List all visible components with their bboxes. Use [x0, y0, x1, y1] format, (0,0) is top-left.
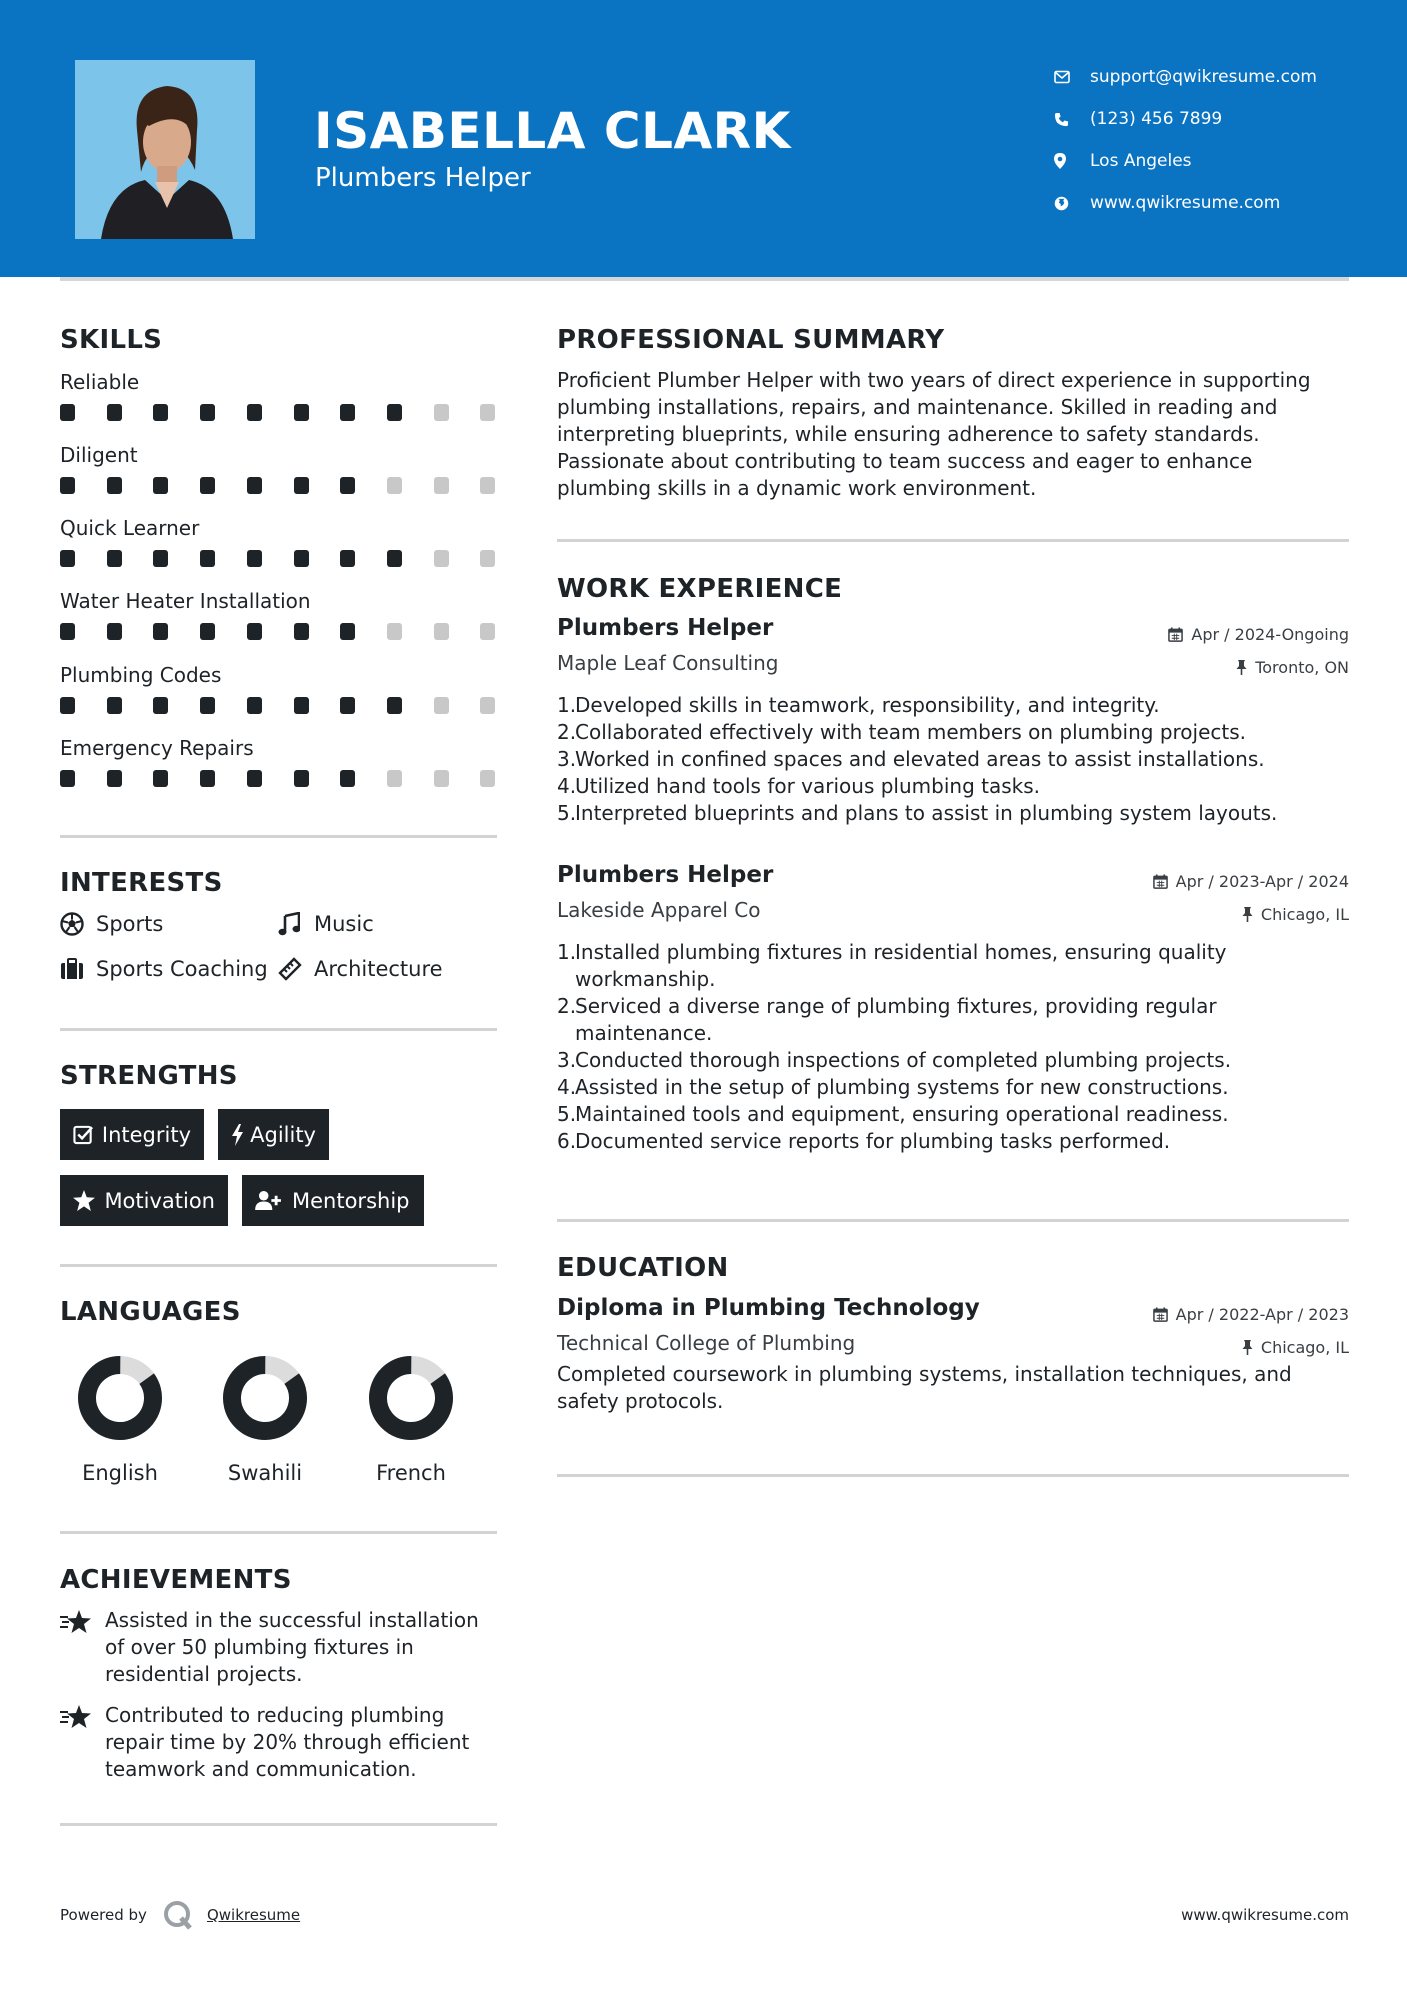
strengths-title: STRENGTHS — [60, 1061, 238, 1091]
skill-name: Quick Learner — [60, 516, 200, 540]
skill-dot-empty — [434, 404, 449, 421]
skill-dot-empty — [434, 770, 449, 787]
section-divider — [60, 1531, 497, 1534]
resume-header — [0, 0, 1407, 277]
skill-dot-filled — [294, 770, 309, 787]
contact-location-text: Los Angeles — [1090, 151, 1192, 171]
qwikresume-logo-icon — [163, 1900, 193, 1930]
skill-dot-filled — [107, 477, 122, 494]
checkbox-icon — [73, 1124, 102, 1145]
skill-dot-filled — [200, 550, 215, 567]
skill-rating — [60, 477, 500, 499]
achievement-text: Contributed to reducing plumbing repair time by 20% through efficient teamwork and communication. — [105, 1703, 470, 1781]
skill-dot-filled — [153, 477, 168, 494]
experience-title: WORK EXPERIENCE — [557, 574, 843, 604]
skill-dot-filled — [107, 770, 122, 787]
music-note-icon — [278, 912, 314, 936]
strength-label: Mentorship — [292, 1188, 410, 1213]
header-divider — [60, 277, 1349, 281]
briefcase-icon — [60, 958, 96, 980]
job-task: 4. Assisted in the setup of plumbing systems for new constructions. — [557, 1075, 1229, 1099]
job-title: Plumbers Helper — [557, 615, 774, 641]
skill-dot-filled — [340, 770, 355, 787]
skill-dot-filled — [107, 550, 122, 567]
section-divider — [557, 539, 1349, 542]
skill-dot-empty — [434, 477, 449, 494]
section-divider — [557, 1219, 1349, 1222]
powered-by-text: Powered by — [60, 1906, 147, 1924]
skill-dot-filled — [60, 404, 75, 421]
skill-dot-filled — [340, 477, 355, 494]
skill-dot-empty — [480, 477, 495, 494]
skill-dot-filled — [247, 623, 262, 640]
education-title: EDUCATION — [557, 1253, 729, 1283]
interest-label: Sports Coaching — [96, 957, 268, 981]
strength-badge — [218, 1109, 329, 1160]
pushpin-icon — [1236, 660, 1247, 675]
interest-item — [60, 912, 163, 936]
skill-dot-filled — [60, 477, 75, 494]
skill-dot-filled — [294, 550, 309, 567]
strength-label: Integrity — [101, 1122, 191, 1147]
user-plus-icon — [255, 1190, 292, 1211]
job-date — [1153, 872, 1349, 891]
skill-name: Emergency Repairs — [60, 736, 254, 760]
strength-badge — [60, 1175, 228, 1226]
star-icon — [73, 1190, 104, 1211]
soccer-ball-icon — [60, 912, 96, 936]
section-divider — [557, 1474, 1349, 1477]
education-degree: Diploma in Plumbing Technology — [557, 1295, 980, 1321]
section-divider — [60, 1264, 497, 1267]
strength-badge — [60, 1109, 204, 1160]
job-task-text: Collaborated effectively with team members on plumbing projects. — [575, 720, 1247, 744]
skill-dot-filled — [247, 404, 262, 421]
skills-title: SKILLS — [60, 325, 163, 355]
job-entry — [557, 615, 1349, 825]
education-location — [1242, 1338, 1349, 1357]
job-task-text: Conducted thorough inspections of completed plumbing projects. — [575, 1048, 1232, 1072]
skill-rating — [60, 697, 500, 719]
skill-dot-filled — [153, 770, 168, 787]
contact-email[interactable] — [1054, 56, 1374, 98]
languages-title: LANGUAGES — [60, 1297, 241, 1327]
contact-phone[interactable] — [1054, 98, 1374, 140]
skill-dot-filled — [153, 623, 168, 640]
map-marker-icon — [1054, 153, 1090, 169]
skill-dot-empty — [480, 623, 495, 640]
language-name: Swahili — [227, 1461, 303, 1485]
skill-dot-filled — [107, 404, 122, 421]
contact-location — [1054, 140, 1374, 182]
footer-powered-by — [60, 1900, 300, 1930]
skill-item — [60, 516, 500, 572]
job-task: 6. Documented service reports for plumbing tasks performed. — [557, 1129, 1171, 1153]
contact-phone-text: (123) 456 7899 — [1090, 109, 1223, 129]
achievement-text: Assisted in the successful installation of over 50 plumbing fixtures in residential projects. — [105, 1608, 479, 1686]
job-task-text: Utilized hand tools for various plumbing tasks. — [575, 774, 1040, 798]
job-location-text: Chicago, IL — [1260, 905, 1349, 924]
job-task: 3. Worked in confined spaces and elevated areas to assist installations. — [557, 747, 1265, 771]
skill-name: Reliable — [60, 370, 140, 394]
strength-label: Agility — [250, 1122, 316, 1147]
interests-title: INTERESTS — [60, 868, 223, 898]
skill-dot-filled — [387, 550, 402, 567]
skill-dot-filled — [60, 697, 75, 714]
skill-name: Diligent — [60, 443, 138, 467]
job-task-text: Serviced a diverse range of plumbing fixtures, providing regular maintenance. — [575, 994, 1217, 1045]
education-date-text: Apr / 2022-Apr / 2023 — [1175, 1305, 1349, 1324]
job-task-text: Worked in confined spaces and elevated areas to assist installations. — [575, 747, 1265, 771]
skill-rating — [60, 404, 500, 426]
job-task-list — [557, 692, 1349, 827]
job-task-text: Installed plumbing fixtures in residential homes, ensuring quality workmanship. — [575, 940, 1227, 991]
language-item — [205, 1353, 325, 1485]
calendar-icon — [1168, 627, 1183, 642]
skill-name: Plumbing Codes — [60, 663, 222, 687]
section-divider — [60, 1028, 497, 1031]
pencil-ruler-icon — [278, 957, 314, 981]
skill-dot-filled — [200, 477, 215, 494]
job-task-text: Developed skills in teamwork, responsibility, and integrity. — [575, 693, 1160, 717]
job-date-text: Apr / 2024-Ongoing — [1191, 625, 1349, 644]
skill-item — [60, 663, 500, 719]
skill-dot-filled — [200, 404, 215, 421]
skill-dot-filled — [294, 697, 309, 714]
skill-dot-empty — [434, 550, 449, 567]
skill-rating — [60, 550, 500, 572]
interest-label: Sports — [96, 912, 164, 936]
qwikresume-link[interactable]: Qwikresume — [206, 1906, 301, 1924]
skill-dot-empty — [480, 697, 495, 714]
skill-item — [60, 589, 500, 645]
skill-dot-filled — [153, 404, 168, 421]
language-name: English — [82, 1461, 158, 1485]
job-title: Plumbers Helper — [557, 862, 774, 888]
skill-dot-filled — [247, 550, 262, 567]
interest-label: Architecture — [314, 957, 443, 981]
job-task-list — [557, 939, 1317, 1155]
skill-item — [60, 370, 500, 426]
job-task: 3. Conducted thorough inspections of completed plumbing projects. — [557, 1048, 1232, 1072]
candidate-name: ISABELLA CLARK — [314, 102, 791, 160]
interest-item — [60, 957, 268, 981]
skill-dot-filled — [107, 623, 122, 640]
skill-dot-filled — [294, 404, 309, 421]
envelope-icon — [1054, 70, 1090, 84]
interest-label: Music — [314, 912, 374, 936]
job-company: Lakeside Apparel Co — [557, 898, 761, 922]
skill-dot-empty — [480, 550, 495, 567]
language-item — [351, 1353, 471, 1485]
skill-dot-filled — [200, 697, 215, 714]
star-trophy-icon — [60, 1607, 105, 1688]
job-company: Maple Leaf Consulting — [557, 651, 779, 675]
education-entry — [557, 1295, 1349, 1435]
job-location-text: Toronto, ON — [1255, 658, 1349, 677]
globe-icon — [1054, 196, 1090, 211]
calendar-icon — [1153, 1307, 1168, 1322]
skill-dot-filled — [247, 477, 262, 494]
pushpin-icon — [1242, 907, 1253, 922]
skill-dot-filled — [247, 770, 262, 787]
interest-item — [278, 912, 374, 936]
job-task: 1. Developed skills in teamwork, responsibility, and integrity. — [557, 693, 1160, 717]
summary-text: Proficient Plumber Helper with two years of direct experience in supporting plumbing installations, repairs, and maintenance. Skilled in reading and interpreting blueprints, while ensuring adherence to safety standards. Passionate about contributing to team success and eager to enhance plumbing skills in a dynamic work environment. — [557, 368, 1311, 500]
section-divider — [60, 1823, 497, 1826]
skill-dot-empty — [434, 697, 449, 714]
skill-rating — [60, 770, 500, 792]
job-task-text: Maintained tools and equipment, ensuring operational readiness. — [575, 1102, 1229, 1126]
phone-icon — [1054, 112, 1090, 127]
skill-dot-filled — [153, 550, 168, 567]
section-divider — [60, 835, 497, 838]
job-task: 2. Serviced a diverse range of plumbing fixtures, providing regular maintenance. — [557, 994, 1217, 1045]
job-task: 1. Installed plumbing fixtures in residential homes, ensuring quality workmanship. — [557, 940, 1227, 991]
education-date — [1153, 1305, 1349, 1324]
summary-title: PROFESSIONAL SUMMARY — [557, 325, 945, 355]
skill-rating — [60, 623, 500, 645]
skill-dot-filled — [200, 623, 215, 640]
job-task-text: Documented service reports for plumbing tasks performed. — [575, 1129, 1171, 1153]
skill-name: Water Heater Installation — [60, 589, 311, 613]
job-entry — [557, 862, 1349, 1162]
skill-dot-filled — [294, 477, 309, 494]
star-trophy-icon — [60, 1702, 105, 1783]
job-task: 2. Collaborated effectively with team members on plumbing projects. — [557, 720, 1247, 744]
contact-website[interactable] — [1054, 182, 1374, 224]
profile-photo — [75, 60, 255, 239]
strength-badge — [242, 1175, 424, 1226]
job-date-text: Apr / 2023-Apr / 2024 — [1175, 872, 1349, 891]
skill-dot-empty — [480, 770, 495, 787]
skill-dot-filled — [387, 404, 402, 421]
skill-dot-filled — [200, 770, 215, 787]
language-name: French — [376, 1461, 446, 1485]
skill-dot-filled — [340, 697, 355, 714]
skill-dot-empty — [434, 623, 449, 640]
pushpin-icon — [1242, 1340, 1253, 1355]
language-donut — [75, 1353, 165, 1443]
job-task: 5. Maintained tools and equipment, ensuring operational readiness. — [557, 1102, 1229, 1126]
interest-item — [278, 957, 443, 981]
job-location — [1242, 905, 1349, 924]
skill-dot-empty — [387, 477, 402, 494]
skill-dot-filled — [340, 404, 355, 421]
skill-dot-empty — [480, 404, 495, 421]
language-item — [60, 1353, 180, 1485]
job-task: 5. Interpreted blueprints and plans to assist in plumbing system layouts. — [557, 801, 1278, 825]
skill-dot-filled — [387, 697, 402, 714]
strength-label: Motivation — [104, 1188, 215, 1213]
skill-dot-filled — [340, 550, 355, 567]
candidate-role: Plumbers Helper — [315, 163, 531, 193]
skill-dot-filled — [340, 623, 355, 640]
language-donut — [220, 1353, 310, 1443]
contact-website-text: www.qwikresume.com — [1090, 193, 1281, 213]
skill-dot-filled — [247, 697, 262, 714]
skill-dot-filled — [60, 623, 75, 640]
skill-dot-filled — [294, 623, 309, 640]
footer-website[interactable]: www.qwikresume.com — [1181, 1906, 1349, 1924]
skill-dot-filled — [60, 550, 75, 567]
job-task: 4. Utilized hand tools for various plumbing tasks. — [557, 774, 1040, 798]
achievements-title: ACHIEVEMENTS — [60, 1565, 292, 1595]
contact-email-text: support@qwikresume.com — [1090, 67, 1317, 87]
skill-item — [60, 443, 500, 499]
education-school: Technical College of Plumbing — [557, 1331, 856, 1355]
skill-item — [60, 736, 500, 792]
skill-dot-filled — [107, 697, 122, 714]
achievement-item — [60, 1702, 500, 1783]
bolt-icon — [231, 1124, 250, 1146]
language-donut — [366, 1353, 456, 1443]
education-location-text: Chicago, IL — [1260, 1338, 1349, 1357]
education-description: Completed coursework in plumbing systems, installation techniques, and safety protocols. — [557, 1362, 1292, 1413]
job-date — [1168, 625, 1349, 644]
achievement-item — [60, 1607, 500, 1688]
job-task-text: Interpreted blueprints and plans to assist in plumbing system layouts. — [575, 801, 1278, 825]
skill-dot-empty — [387, 770, 402, 787]
skill-dot-filled — [153, 697, 168, 714]
calendar-icon — [1153, 874, 1168, 889]
skill-dot-empty — [387, 623, 402, 640]
contact-list — [1054, 56, 1374, 224]
skill-dot-filled — [60, 770, 75, 787]
job-task-text: Assisted in the setup of plumbing systems for new constructions. — [575, 1075, 1229, 1099]
job-location — [1236, 658, 1349, 677]
